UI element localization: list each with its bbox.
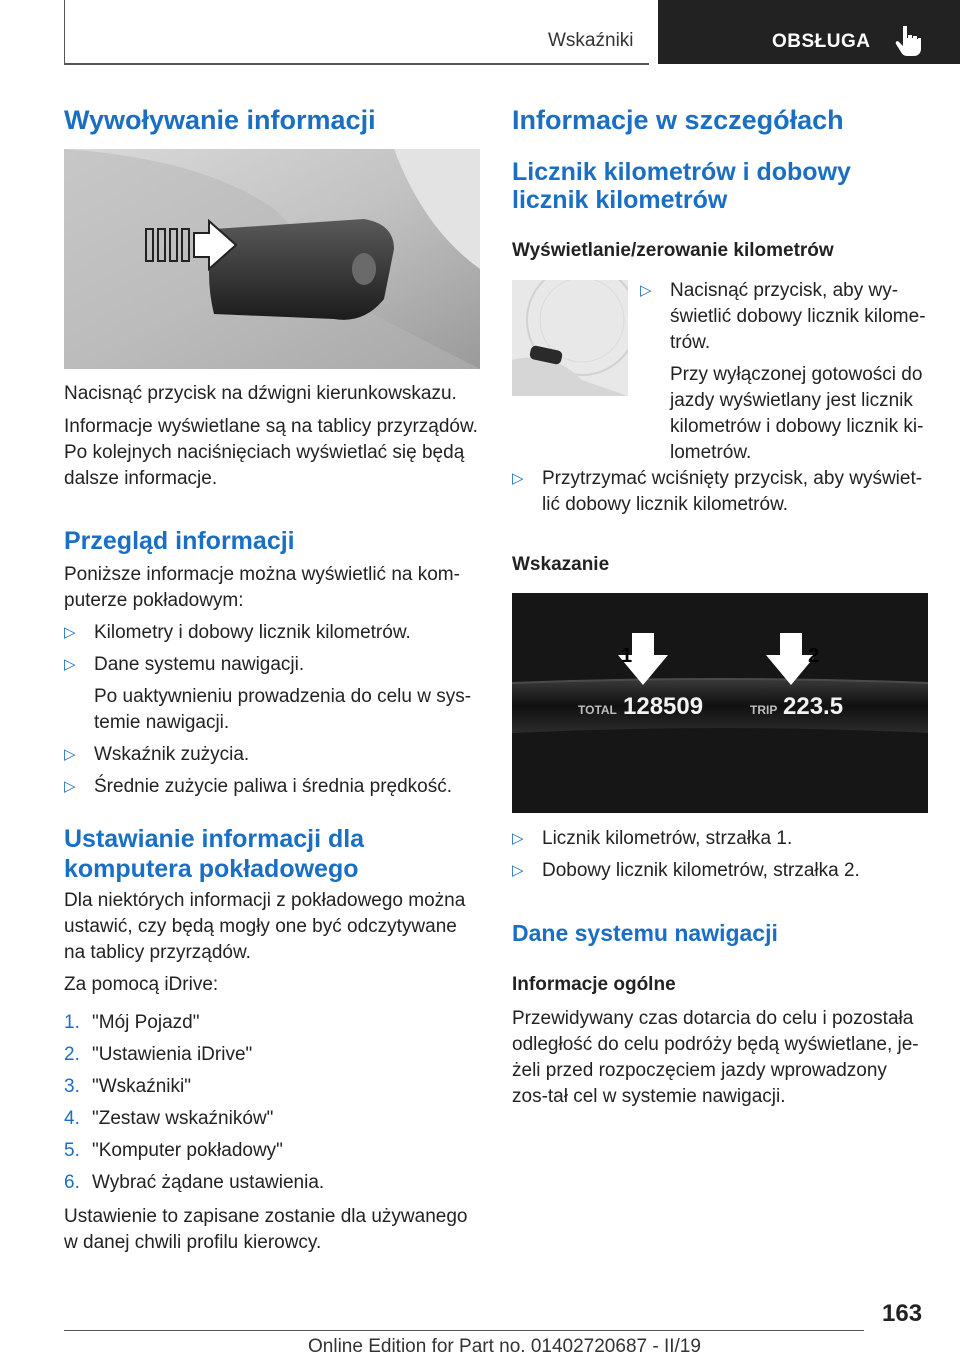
call-paragraph-1: Nacisnąć przycisk na dźwigni kierunkowskazu. <box>64 383 457 404</box>
triangle-bullet-icon: ▷ <box>640 282 652 299</box>
odometer-display-photo <box>512 593 928 813</box>
idrive-paragraph: Za pomocą iDrive: <box>64 974 219 995</box>
trip-value: 223.5 <box>783 693 844 720</box>
heading-reset: Wyświetlanie/zerowanie kilometrów <box>512 240 834 261</box>
list-item-sub: Przy wyłączonej gotowości do jazdy wyświetlany jest licznik kilometrów i dobowy licznik ki-lometrów. <box>670 364 924 463</box>
overview-paragraph: Poniższe informacje można wyświetlić na kom-puterze pokładowym: <box>64 564 460 611</box>
triangle-bullet-icon: ▷ <box>64 746 76 763</box>
list-item: ▷ Wskaźnik zużycia. <box>64 742 249 768</box>
total-label: TOTAL <box>578 703 617 717</box>
list-item-sub: Po uaktywnieniu prowadzenia do celu w sys-temie nawigacji. <box>94 686 472 733</box>
header-chapter-tab[interactable] <box>658 0 960 64</box>
step-item: 4. "Zestaw wskaźników" <box>64 1108 274 1129</box>
arrow-2-label: 2 <box>808 645 820 667</box>
triangle-bullet-icon: ▷ <box>512 830 524 847</box>
hand-pointer-icon <box>894 24 922 58</box>
list-item: ▷ Nacisnąć przycisk, aby wy-świetlić dobowy licznik kilome-trów. <box>640 278 928 356</box>
heading-general: Informacje ogólne <box>512 974 676 995</box>
header-line <box>64 63 649 65</box>
step-item: 1. "Mój Pojazd" <box>64 1012 200 1033</box>
heading-overview: Przegląd informacji <box>64 527 295 555</box>
step-item: 2. "Ustawienia iDrive" <box>64 1044 253 1065</box>
turn-signal-lever-photo <box>64 149 480 369</box>
triangle-bullet-icon: ▷ <box>64 778 76 795</box>
step-item: 5. "Komputer pokładowy" <box>64 1140 283 1161</box>
chapter-label: OBSŁUGA <box>772 31 871 52</box>
heading-navigation: Dane systemu nawigacji <box>512 920 778 946</box>
header-rule <box>64 0 65 64</box>
footer-edition: Online Edition for Part no. 01402720687 - II/19 <box>308 1336 701 1357</box>
final-paragraph: Ustawienie to zapisane zostanie dla używanego w danej chwili profilu kierowcy. <box>64 1206 468 1253</box>
triangle-bullet-icon: ▷ <box>512 470 524 487</box>
settings-paragraph: Dla niektórych informacji z pokładowego można ustawić, czy będą mogły one być odczytywane na tablicy przyrządów. <box>64 890 466 963</box>
triangle-bullet-icon: ▷ <box>512 862 524 879</box>
total-value: 128509 <box>623 693 704 720</box>
arrow-1-label: 1 <box>621 645 633 667</box>
heading-call-info: Wywoływanie informacji <box>64 105 376 135</box>
call-paragraph-2: Informacje wyświetlane są na tablicy przyrządów. Po kolejnych naciśnięciach wyświetlać się będą dalsze informacje. <box>64 416 478 489</box>
header-section-title: Wskaźniki <box>548 30 634 51</box>
step-item: 6. Wybrać żądane ustawienia. <box>64 1172 325 1193</box>
navigation-paragraph: Przewidywany czas dotarcia do celu i pozostała odległość do celu podróży będą wyświetlane, je-żeli przed rozpoczęciem jazdy wprowadzony zos-tał cel w systemie nawigacji. <box>512 1008 919 1107</box>
list-item: ▷ Dobowy licznik kilometrów, strzałka 2. <box>512 858 860 884</box>
list-item: ▷ Licznik kilometrów, strzałka 1. <box>512 826 792 852</box>
heading-settings: Ustawianie informacji dla komputera pokładowego <box>64 825 365 883</box>
triangle-bullet-icon: ▷ <box>64 624 76 641</box>
heading-odometer: Licznik kilometrów i dobowy licznik kilometrów <box>512 158 851 214</box>
heading-display: Wskazanie <box>512 554 610 575</box>
heading-details: Informacje w szczegółach <box>512 105 844 135</box>
list-item: ▷ Kilometry i dobowy licznik kilometrów. <box>64 620 411 646</box>
footer-line <box>64 1330 864 1331</box>
list-item: ▷ Średnie zużycie paliwa i średnia prędkość. <box>64 774 452 800</box>
trip-button-photo <box>512 280 628 396</box>
triangle-bullet-icon: ▷ <box>64 656 76 673</box>
list-item: ▷ Przytrzymać wciśnięty przycisk, aby wyświet-lić dobowy licznik kilometrów. <box>512 466 928 518</box>
trip-label: TRIP <box>750 703 778 717</box>
page-number: 163 <box>882 1300 923 1327</box>
list-item: ▷ Dane systemu nawigacji. <box>64 652 304 678</box>
step-item: 3. "Wskaźniki" <box>64 1076 191 1097</box>
